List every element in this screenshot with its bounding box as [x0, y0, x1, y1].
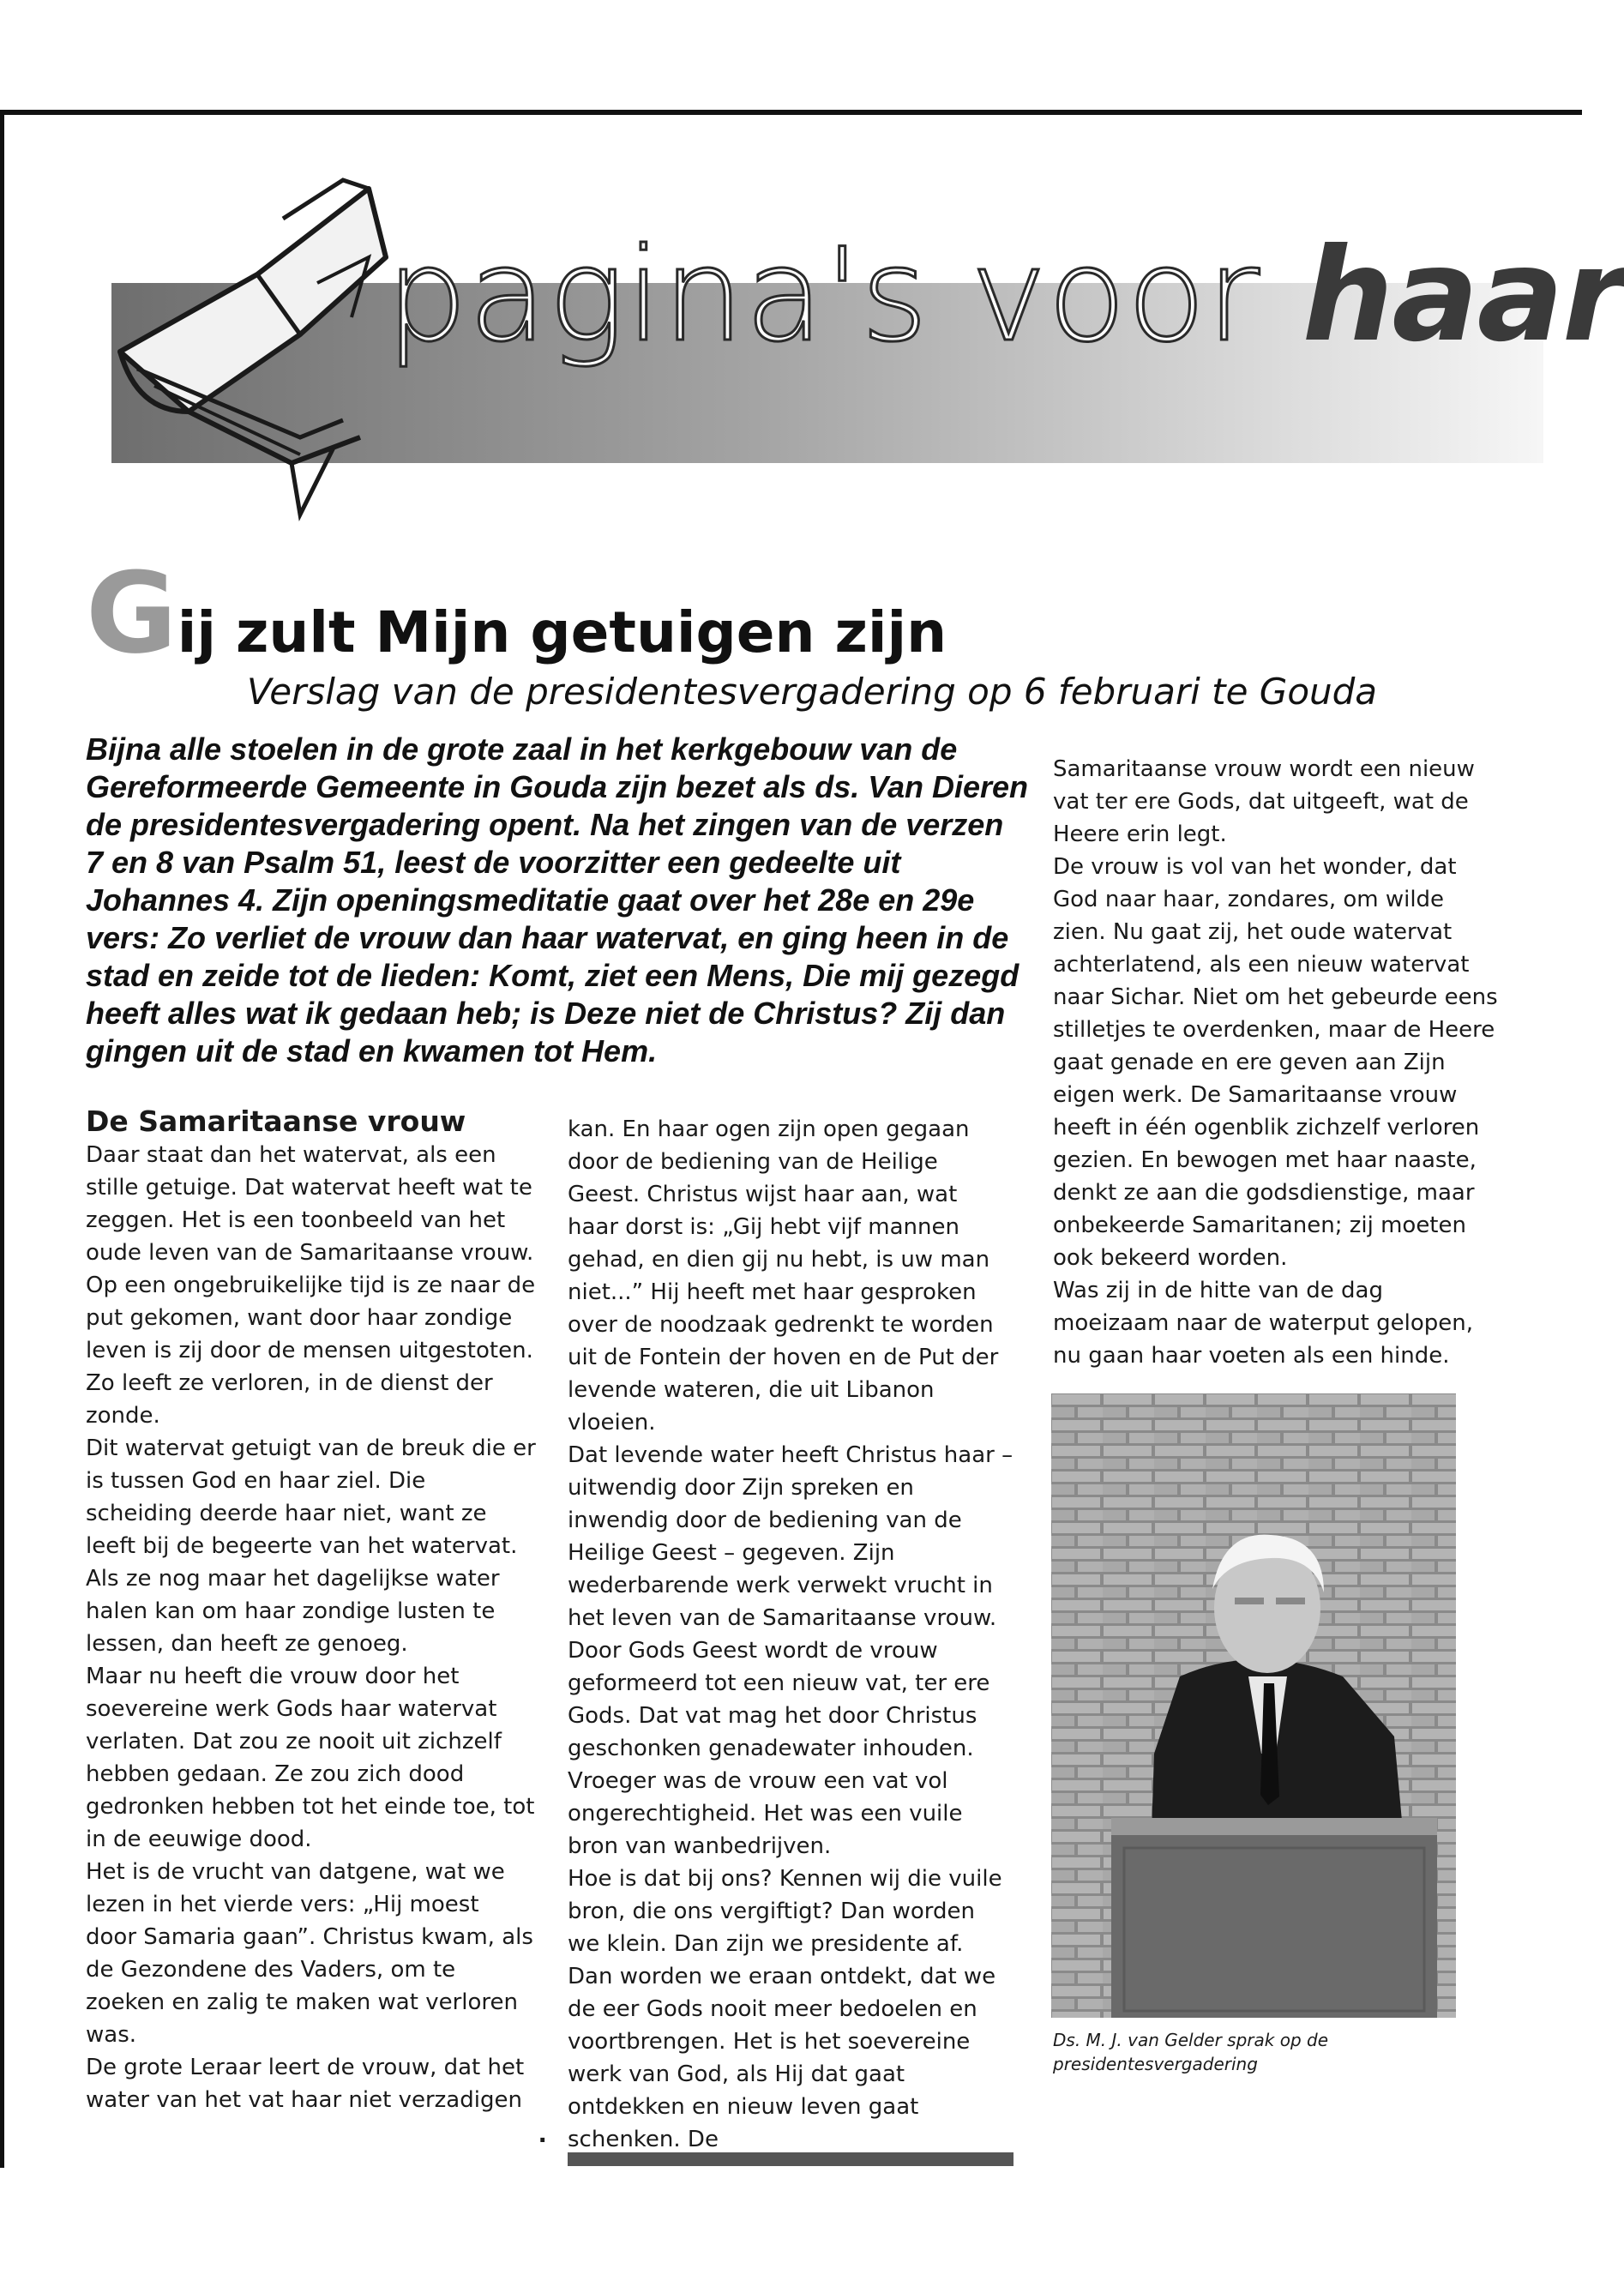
section-heading: De Samaritaanse vrouw [86, 1104, 466, 1138]
top-rule [0, 110, 1582, 115]
paragraph: kan. En haar ogen zijn open gegaan door de bediening van de Heilige Geest. Christus wijst haar aan, wat haar dorst is: „Gij hebt vijf mannen gehad, en dien gij nu hebt, is uw man niet...” Hij heeft met haar gesproken over de noodzaak gedrenkt te worden uit de Fontein der hoven en de Put der levende wateren, die uit Libanon vloeien. [568, 1116, 999, 1435]
paragraph: Dit watervat getuigt van de breuk die er is tussen God en haar ziel. Die scheiding deerde haar niet, want ze leeft bij de begeerte van het watervat. Als ze nog maar het dagelijkse water halen kan om haar zondige lusten te lessen, dan heeft ze genoeg. [86, 1435, 536, 1657]
paragraph: De vrouw is vol van het wonder, dat God naar haar, zondares, om wilde zien. Nu gaat zij, het oude watervat achterlatend, als een nieuw watervat naar Sichar. Niet om het gebeurde eens stilletjes te overdenken, maar de Heere gaat genade en ere geven aan Zijn eigen werk. De Samaritaanse vrouw heeft in één ogenblik zichzelf verloren gezien. En bewogen met haar naaste, denkt ze aan die godsdienstige, maar onbekeerde Samaritanen; zij moeten ook bekeerd worden. [1053, 854, 1498, 1271]
open-book-icon [86, 154, 412, 532]
speaker-photo [1051, 1393, 1456, 2018]
paragraph: De grote Leraar leert de vrouw, dat het water van het vat haar niet verzadigen [86, 2055, 525, 2113]
section-banner [86, 189, 1624, 463]
article-headline [86, 548, 947, 678]
paragraph: Was zij in de hitte van de dag moeizaam naar de waterput gelopen, nu gaan haar voeten als een hinde. [1053, 1278, 1474, 1369]
paragraph: Samaritaanse vrouw wordt een nieuw vat ter ere Gods, dat uitgeeft, wat de Heere erin legt. [1053, 756, 1475, 847]
photo-caption: Ds. M. J. van Gelder sprak op de presidentesvergadering [1053, 2030, 1329, 2074]
bottom-divider-bar [568, 2152, 1013, 2166]
paragraph: Daar staat dan het watervat, als een stille getuige. Dat watervat heeft wat te zeggen. Het is een toonbeeld van het oude leven van de Samaritaanse vrouw. Op een ongebruikelijke tijd is ze naar de put gekomen, want door haar zondige leven is zij door de mensen uitgestoten. Zo leeft ze verloren, in de dienst der zonde. [86, 1142, 536, 1429]
text-column-3 [1053, 753, 1503, 1372]
article-intro: Bijna alle stoelen in de grote zaal in het kerkgebouw van de Gereformeerde Gemeente in Gouda zijn bezet als ds. Van Dieren de presidentesvergadering opent. Na het zingen van de verzen 7 en 8 van Psalm 51, leest de voorzitter een gedeelte uit Johannes 4. Zijn openingsmeditatie gaat over het 28e en 29e vers: Zo verliet de vrouw dan haar watervat, en ging heen in de stad en zeide tot de lieden: Komt, ziet een Mens, Die mij gezegd heeft alles wat ik gedaan heb; is Deze niet de Christus? Zij dan gingen uit de stad en kwamen tot Hem. [86, 731, 1029, 1068]
text-column-1 [86, 1104, 536, 2116]
stray-mark: . [538, 2116, 547, 2149]
paragraph: Hoe is dat bij ons? Kennen wij die vuile bron, die ons vergiftigt? Dan worden we klein. Dan zijn we presidente af. Dan worden we eraan ontdekt, dat we de eer Gods nooit meer bedoelen en voortbrengen. Het is het soevereine werk van God, als Hij dat gaat ontdekken en nieuw leven gaat schenken. De [568, 1866, 1002, 2152]
banner-title-light: pagina's voor [386, 221, 1302, 370]
speaker-photo-illustration [1051, 1393, 1456, 2018]
banner-title-bold: haar [1302, 221, 1624, 370]
drop-cap: G [86, 548, 177, 678]
paragraph: Maar nu heeft die vrouw door het soevereine werk Gods haar watervat verlaten. Dat zou ze nooit uit zichzelf hebben gedaan. Ze zou zich dood gedronken hebben tot het einde toe, tot in de eeuwige dood. [86, 1664, 535, 1852]
banner-title [386, 221, 1624, 370]
headline-text: ij zult Mijn getuigen zijn [177, 599, 947, 665]
article-subheadline: Verslag van de presidentesvergadering op 6 februari te Gouda [247, 671, 1378, 713]
paragraph: Het is de vrucht van datgene, wat we lezen in het vierde vers: „Hij moest door Samaria gaan”. Christus kwam, als de Gezondene des Vaders, om te zoeken en zalig te maken wat verloren was. [86, 1859, 533, 2048]
paragraph: Dat levende water heeft Christus haar – uitwendig door Zijn spreken en inwendig door de bediening van de Heilige Geest – gegeven. Zijn wederbarende werk verwekt vrucht in het leven van de Samaritaanse vrouw. Door Gods Geest wordt de vrouw geformeerd tot een nieuw vat, ter ere Gods. Dat vat mag het door Christus geschonken genadewater inhouden. Vroeger was de vrouw een vat vol ongerechtigheid. Het was een vuile bron van wanbedrijven. [568, 1442, 1013, 1859]
text-column-2 [568, 1113, 1013, 2156]
left-rule [0, 110, 4, 2168]
